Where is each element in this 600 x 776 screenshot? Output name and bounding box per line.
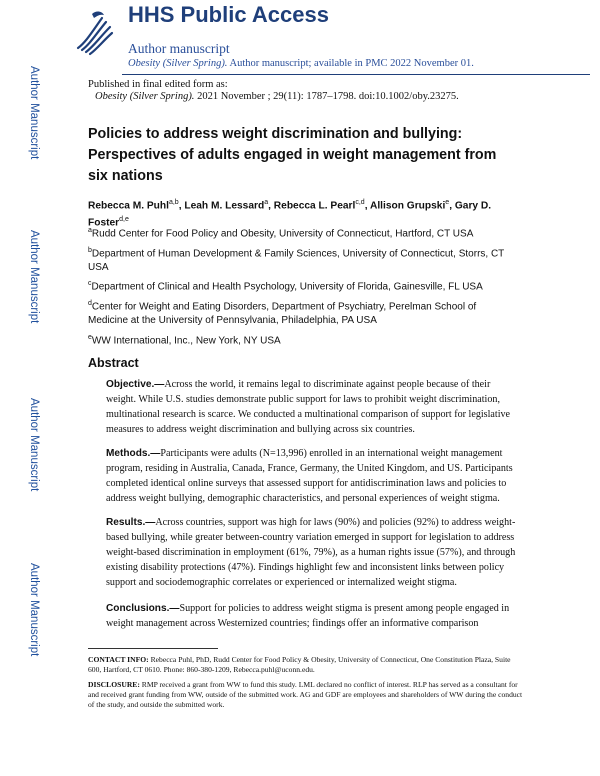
footnote-disclosure: DISCLOSURE: RMP received a grant from WW to fund this study. LML declared no conflict of interest. RLP has served as a consultant for and received grant funding from WW, outside of the submitted work. AG and GDF are employees and shareholders of WW during the conduct of the study, and outside the submitted work. [88,680,523,710]
published-label: Published in final edited form as: [88,79,228,90]
abstract-methods: Methods.—Participants were adults (N=13,996) enrolled in an international weight management program, residing in Australia, Canada, France, Germany, the United Kingdom, and US. Participants completed identical online surveys that assessed support for antidiscrimination laws and policies to address weight bullying, demographic characteristics, and personal experiences of weight stigma. [106,448,513,504]
author: Leah M. Lessard [184,200,265,212]
author-list: Rebecca M. Puhl$^{a,b}$, Leah M. Lessard$^a$, Rebecca L. Pearl$^{c,d}$, Allison Grupski$^e$, Gary D. Foster$^{d,e}$ [88,199,492,229]
affiliation: $^b$Department of Human Development & Family Sciences, University of Connecticut, Storrs, CT USA [88,247,505,274]
side-label-author-manuscript: Author Manuscript [28,398,40,492]
abstract-conclusions: Conclusions.—Support for policies to address weight stigma is present among people engaged in weight management across Westernized countries; findings offer an informative comparison [106,603,510,629]
abstract-objective: Objective.—Across the world, it remains legal to discriminate against people because of their weight. While U.S. studies demonstrate public support for laws to prohibit weight discrimination, multinational research is scarce. We conducted a multinational comparison of support for legislative measures to address weight discrimination and bullying across six countries. [106,379,511,435]
affiliation: $^d$Center for Weight and Eating Disorders, Department of Psychiatry, Perelman School of Medicine at the University of Pennsylvania, Philadelphia, PA USA [88,300,477,327]
author: Allison Grupski [369,200,446,212]
hhs-eagle-logo-icon [72,8,116,58]
footnote-contact: CONTACT INFO: Rebecca Puhl, PhD, Rudd Center for Food Policy & Obesity, University of Connecticut, One Constitution Plaza, Suite 600, Hartford, CT 0610. Phone: 860-380-1209, Rebecca.puhl@uconn.edu. [88,655,511,675]
affiliation: $^c$Department of Clinical and Health Psychology, University of Florida, Gainesville, FL USA [88,280,483,293]
side-label-author-manuscript: Author Manuscript [28,563,40,657]
header-subtitle: Author manuscript [128,41,230,56]
abstract-results: Results.—Across countries, support was high for laws (90%) and policies (92%) to address weight-based bullying, while greater between-country variation emerged in support for legislation to address weight-based discrimination in employment (61%, 79%), as a human rights issue (57%), and through existing disability protections (47%). Findings highlight few and inconsistent links between policy support and sociodemographic correlates or experienced or internalized weight stigma. [106,517,516,588]
affiliation: $^a$Rudd Center for Food Policy and Obesity, University of Connecticut, Hartford, CT USA [88,227,474,240]
affiliation: $^e$WW International, Inc., New York, NY USA [88,334,281,347]
header-title: HHS Public Access [128,2,329,27]
header-citation: Obesity (Silver Spring). Author manuscript; available in PMC 2022 November 01. [128,58,474,69]
publication-citation: Obesity (Silver Spring). 2021 November ; 29(11): 1787–1798. doi:10.1002/oby.23275. [95,91,459,102]
footnote-divider [88,648,218,649]
side-label-author-manuscript: Author Manuscript [28,66,40,160]
header-divider [122,74,590,75]
author: Gary D. Foster [88,200,492,229]
author: Rebecca M. Puhl [88,200,169,212]
side-label-author-manuscript: Author Manuscript [28,230,40,324]
author: Rebecca L. Pearl [273,200,356,212]
abstract-heading: Abstract [88,356,139,370]
article-title: Policies to address weight discrimination and bullying: Perspectives of adults engaged in weight management from six nations [88,126,497,184]
